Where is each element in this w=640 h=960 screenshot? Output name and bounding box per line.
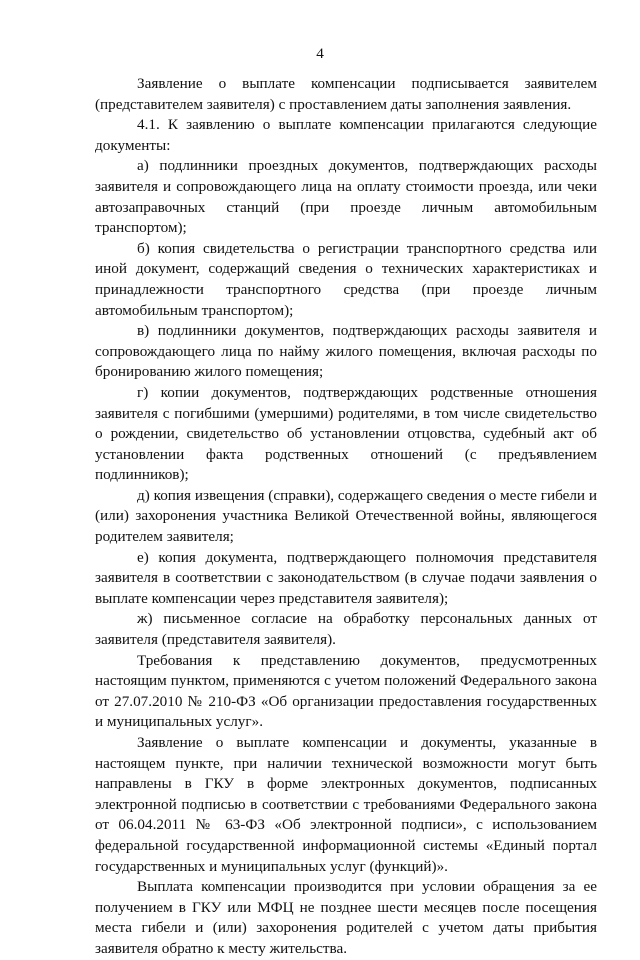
paragraph-requirements: Требования к представлению документов, предусмотренных настоящим пунктом, применяются с учетом положений Федерального закона от 27.07.2010 № 210-ФЗ «Об организации предоставления государственных и муниципальных услуг». [95,651,597,731]
paragraph-electronic-submission: Заявление о выплате компенсации и документы, указанные в настоящем пункте, при наличии технической возможности могут быть направлены в ГКУ в форме электронных документов, подписанных электронной подписью в соответствии с требованиями Федерального закона от 06.04.2011 № 63-ФЗ «Об электронной подписи», с использованием федеральной государственной информационной системы «Единый портал государственных и муниципальных услуг (функций)». [95,734,597,875]
document-body [95,74,597,960]
paragraph-signature: Заявление о выплате компенсации подписывается заявителем (представителем заявителя) с проставлением даты заполнения заявления. [95,75,597,113]
list-item-a: а) подлинники проездных документов, подтверждающих расходы заявителя и сопровождающего лица на оплату стоимости проезда, или чеки автозаправочных станций (при проезде личным автомобильным транспортом); [95,157,597,237]
list-item-b: б) копия свидетельства о регистрации транспортного средства или иной документ, содержащий сведения о технических характеристиках и принадлежности транспортного средства (при проезде личным автомобильным транспортом); [95,239,597,319]
paragraph-4-1-intro: 4.1. К заявлению о выплате компенсации прилагаются следующие документы: [95,116,597,154]
page-number: 4 [316,45,324,62]
list-item-e: е) копия документа, подтверждающего полномочия представителя заявителя в соответствии с законодательством (в случае подачи заявления о выплате компенсации через представителя заявителя); [95,548,597,607]
list-item-d: д) копия извещения (справки), содержащего сведения о месте гибели и (или) захоронения участника Великой Отечественной войны, являющегося родителем заявителя; [95,486,597,546]
list-item-zh: ж) письменное согласие на обработку персональных данных от заявителя (представителя заявителя). [95,610,597,649]
list-item-v: в) подлинники документов, подтверждающих расходы заявителя и сопровождающего лица по найму жилого помещения, включая расходы по бронированию жилого помещения; [95,322,597,381]
paragraph-payment-condition: Выплата компенсации производится при условии обращения за ее получением в ГКУ или МФЦ не позднее шести месяцев после посещения места гибели и (или) захоронения родителей с учетом даты прибытия заявителя обратно к месту жительства. [95,878,597,957]
list-item-g: г) копии документов, подтверждающих родственные отношения заявителя с погибшими (умершими) родителями, в том числе свидетельство о рождении, свидетельство об установлении отцовства, судебный акт об установлении факта родственных отношений (с предъявлением подлинников); [95,383,597,484]
